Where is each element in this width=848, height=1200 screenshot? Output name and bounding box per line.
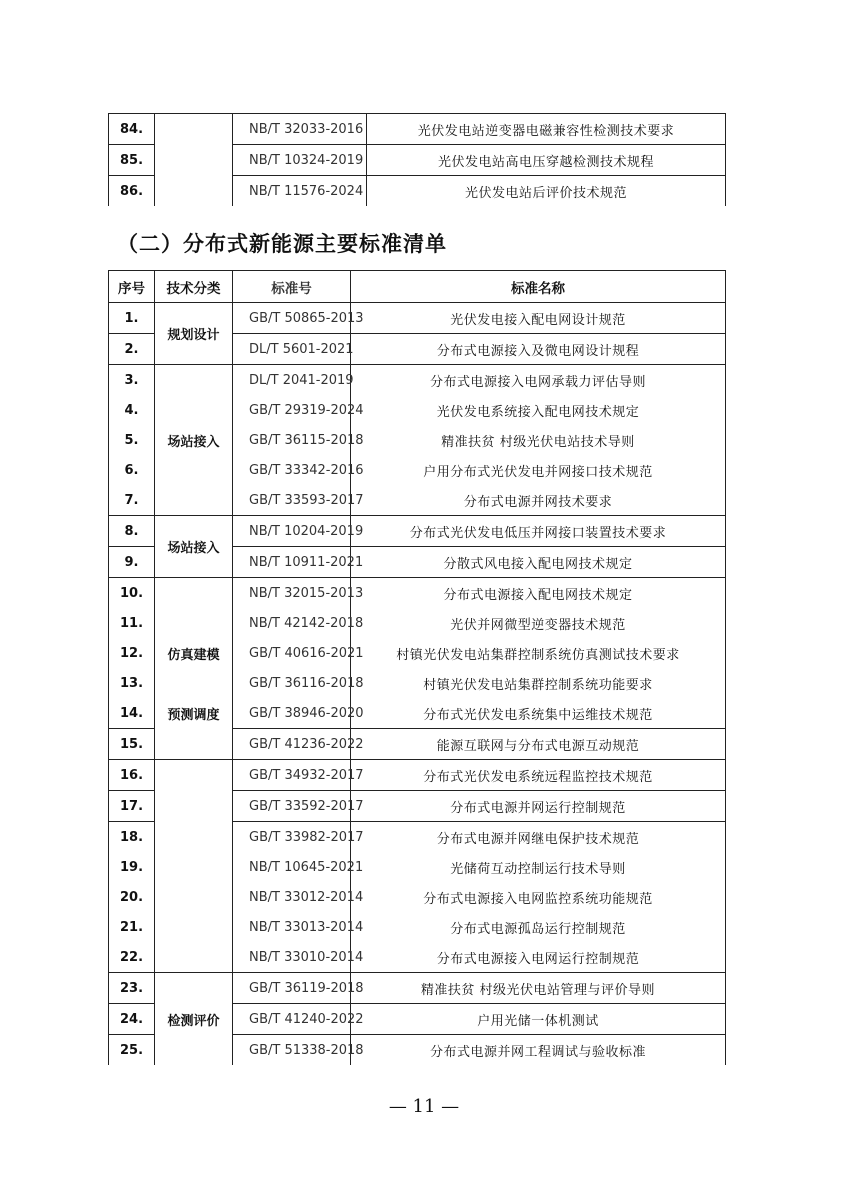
table-row (109, 760, 726, 791)
standard-code: NB/T 10645-2021 (233, 852, 351, 882)
row-number: 23. (109, 973, 155, 1004)
category-forecast: 预测调度 (155, 698, 233, 729)
standard-code: NB/T 10204-2019 (233, 516, 351, 547)
standard-name: 分布式电源接入及微电网设计规程 (351, 334, 726, 365)
table-row (109, 578, 726, 609)
header-number: 序号 (109, 271, 155, 303)
standard-code: NB/T 33010-2014 (233, 942, 351, 973)
header-standard-name: 标准名称 (351, 271, 726, 303)
category-cell (155, 578, 233, 639)
standard-name: 分布式电源孤岛运行控制规范 (351, 912, 726, 942)
standard-name: 分布式光伏发电系统远程监控技术规范 (351, 760, 726, 791)
standard-name: 分布式电源并网技术要求 (351, 485, 726, 516)
row-number: 22. (109, 942, 155, 973)
standard-code: NB/T 32015-2013 (233, 578, 351, 609)
standard-name: 户用光储一体机测试 (351, 1004, 726, 1035)
standard-name: 分布式光伏发电低压并网接口装置技术要求 (351, 516, 726, 547)
standard-code: GB/T 38946-2020 (233, 698, 351, 729)
category-testing: 检测评价 (155, 1004, 233, 1035)
standard-name: 户用分布式光伏发电并网接口技术规范 (351, 455, 726, 485)
table-row (109, 1035, 726, 1066)
row-number: 12. (109, 638, 155, 668)
standard-name: 光伏发电站逆变器电磁兼容性检测技术要求 (367, 114, 726, 145)
standard-name: 光储荷互动控制运行技术导则 (351, 852, 726, 882)
row-number: 10. (109, 578, 155, 609)
row-number: 5. (109, 425, 155, 455)
table-header-row (109, 271, 726, 303)
table-row (109, 729, 726, 760)
section-heading: （二）分布式新能源主要标准清单 (117, 232, 447, 256)
row-number: 8. (109, 516, 155, 547)
standard-code: NB/T 10911-2021 (233, 547, 351, 578)
standard-code: GB/T 50865-2013 (233, 303, 351, 334)
standard-name: 分散式风电接入配电网技术规定 (351, 547, 726, 578)
row-number: 25. (109, 1035, 155, 1066)
table-row (109, 516, 726, 547)
standard-code: GB/T 41240-2022 (233, 1004, 351, 1035)
category-simulation: 仿真建模 (155, 638, 233, 668)
standard-code: NB/T 33013-2014 (233, 912, 351, 942)
category-cell (155, 760, 233, 973)
page-number: — 11 — (388, 1096, 460, 1117)
standard-code: GB/T 40616-2021 (233, 638, 351, 668)
standard-name: 分布式电源接入配电网技术规定 (351, 578, 726, 609)
standard-code: GB/T 33593-2017 (233, 485, 351, 516)
table-row (109, 698, 726, 729)
row-number: 20. (109, 882, 155, 912)
category-cell (155, 114, 233, 145)
table-row (109, 303, 726, 334)
table-row (109, 365, 726, 396)
continued-standards-table (108, 113, 726, 206)
standard-code: GB/T 41236-2022 (233, 729, 351, 760)
category-cell (155, 729, 233, 760)
row-number: 21. (109, 912, 155, 942)
row-number: 3. (109, 365, 155, 396)
row-number: 24. (109, 1004, 155, 1035)
row-number: 4. (109, 395, 155, 425)
row-number: 2. (109, 334, 155, 365)
table-row (109, 668, 726, 698)
table-row (109, 1004, 726, 1035)
standard-name: 精准扶贫 村级光伏电站管理与评价导则 (351, 973, 726, 1004)
standard-name: 能源互联网与分布式电源互动规范 (351, 729, 726, 760)
standard-name: 村镇光伏发电站集群控制系统功能要求 (351, 668, 726, 698)
row-number: 17. (109, 791, 155, 822)
table-row (109, 638, 726, 668)
standard-code: GB/T 36119-2018 (233, 973, 351, 1004)
standard-code: GB/T 34932-2017 (233, 760, 351, 791)
standard-name: 分布式电源并网运行控制规范 (351, 791, 726, 822)
standard-name: 光伏发电站后评价技术规范 (367, 176, 726, 207)
standard-code: DL/T 5601-2021 (233, 334, 351, 365)
row-number: 86. (109, 176, 155, 207)
row-number: 9. (109, 547, 155, 578)
table-row (109, 973, 726, 1004)
standard-code: NB/T 10324-2019 (233, 145, 367, 176)
standard-code: GB/T 36115-2018 (233, 425, 351, 455)
standard-name: 分布式电源并网继电保护技术规范 (351, 822, 726, 853)
row-number: 16. (109, 760, 155, 791)
standard-name: 分布式电源并网工程调试与验收标准 (351, 1035, 726, 1066)
standard-code: NB/T 42142-2018 (233, 608, 351, 638)
standard-code: GB/T 33592-2017 (233, 791, 351, 822)
table-row (109, 176, 726, 207)
standard-code: GB/T 36116-2018 (233, 668, 351, 698)
distributed-energy-standards-table (108, 270, 726, 1065)
standard-code: GB/T 33342-2016 (233, 455, 351, 485)
row-number: 11. (109, 608, 155, 638)
category-cell (155, 668, 233, 698)
row-number: 7. (109, 485, 155, 516)
standard-name: 光伏并网微型逆变器技术规范 (351, 608, 726, 638)
row-number: 1. (109, 303, 155, 334)
row-number: 15. (109, 729, 155, 760)
standard-name: 分布式电源接入电网监控系统功能规范 (351, 882, 726, 912)
standard-name: 分布式光伏发电系统集中运维技术规范 (351, 698, 726, 729)
standard-code: NB/T 33012-2014 (233, 882, 351, 912)
category-planning: 规划设计 (155, 303, 233, 365)
row-number: 6. (109, 455, 155, 485)
header-category: 技术分类 (155, 271, 233, 303)
category-cell (155, 145, 233, 176)
standard-code: GB/T 33982-2017 (233, 822, 351, 853)
standard-name: 分布式电源接入电网运行控制规范 (351, 942, 726, 973)
standard-code: GB/T 29319-2024 (233, 395, 351, 425)
standard-code: NB/T 32033-2016 (233, 114, 367, 145)
standard-name: 光伏发电接入配电网设计规范 (351, 303, 726, 334)
row-number: 84. (109, 114, 155, 145)
row-number: 19. (109, 852, 155, 882)
standard-name: 光伏发电站高电压穿越检测技术规程 (367, 145, 726, 176)
category-cell (155, 973, 233, 1004)
category-cell (155, 176, 233, 207)
table-row (109, 145, 726, 176)
category-access: 场站接入 (155, 365, 233, 516)
standard-name: 村镇光伏发电站集群控制系统仿真测试技术要求 (351, 638, 726, 668)
row-number: 85. (109, 145, 155, 176)
row-number: 18. (109, 822, 155, 853)
standard-code: GB/T 51338-2018 (233, 1035, 351, 1066)
row-number: 13. (109, 668, 155, 698)
standard-code: DL/T 2041-2019 (233, 365, 351, 396)
category-access: 场站接入 (155, 516, 233, 578)
standard-name: 精准扶贫 村级光伏电站技术导则 (351, 425, 726, 455)
standard-name: 分布式电源接入电网承载力评估导则 (351, 365, 726, 396)
standard-name: 光伏发电系统接入配电网技术规定 (351, 395, 726, 425)
row-number: 14. (109, 698, 155, 729)
table-row (109, 114, 726, 145)
category-cell (155, 1035, 233, 1066)
standard-code: NB/T 11576-2024 (233, 176, 367, 207)
header-standard-code: 标准号 (233, 271, 351, 303)
